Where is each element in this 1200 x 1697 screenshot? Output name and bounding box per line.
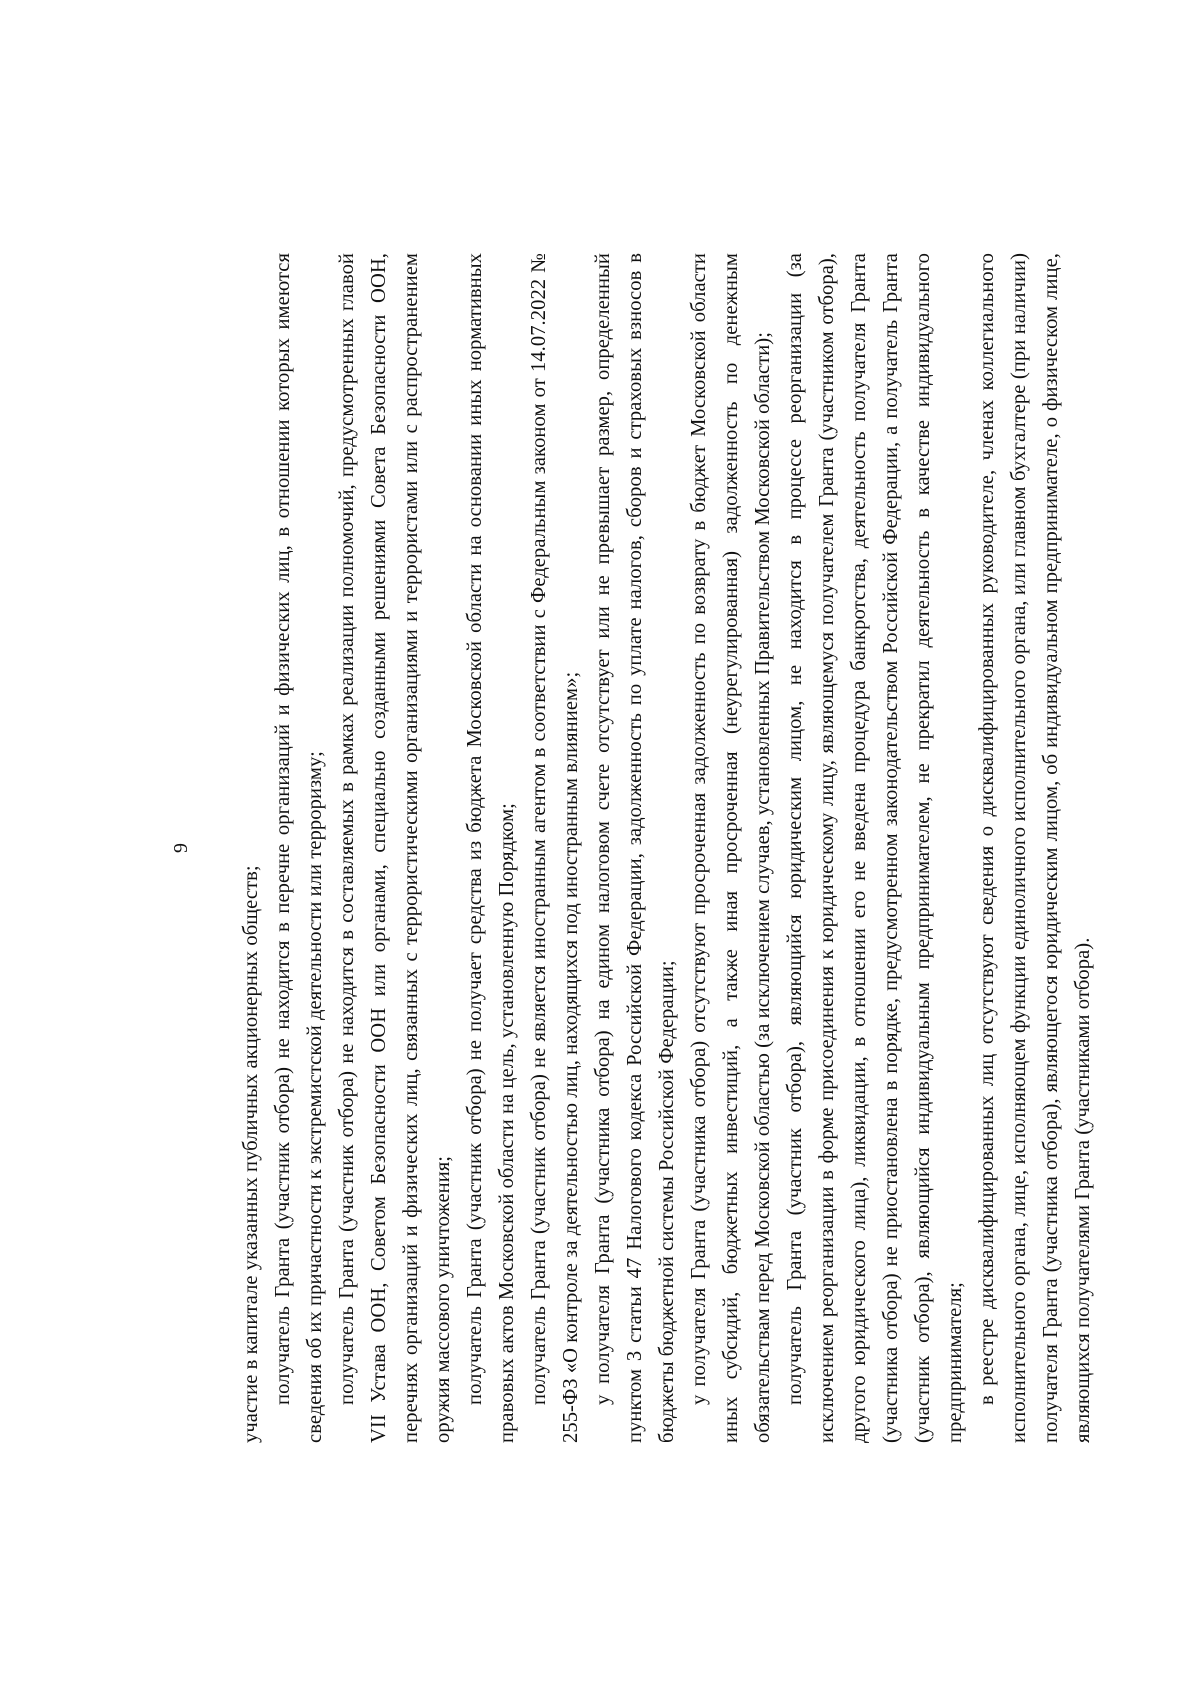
paragraph-disqualified-registry: в реестре дисквалифицированных лиц отсутствуют сведения о дисквалифицированных руководителе, членах коллегиального исполнительного органа, лице, исполняющем функции единоличного исполнительного органа, или главном бухгалтере (при наличии) получателя Гранта (участника отбора), являющегося юридическим лицом, об индивидуальном предпринимателе, о физическом лице, являющихся получателями Гранта (участниками отбора).	[976, 253, 1094, 1443]
page-number: 9	[170, 843, 192, 853]
paragraph-overdue-debt: у получателя Гранта (участника отбора) отсутствуют просроченная задолженность по возврату в бюджет Московской области иных субсидий, бюджетных инвестиций, а также иная просроченная (неурегулированная) задолженность по денежным обязательствам перед Московской областью (за исключением случаев, установленных Правительством Московской области);	[688, 253, 774, 1443]
paragraph-un-sanctions: получатель Гранта (участник отбора) не находится в составляемых в рамках реализации полномочий, предусмотренных главой VII Устава ООН, Советом Безопасности ООН или органами, специально созданными решениями Совета Безопасности ООН, перечнях организаций и физических лиц, связанных с террористическими организациями и террористами или с распространением оружия массового уничтожения;	[336, 253, 454, 1443]
paragraph-foreign-agent: получатель Гранта (участник отбора) не является иностранным агентом в соответствии с Федеральным законом от 14.07.2022 № 255-ФЗ «О контроле за деятельностью лиц, находящихся под иностранным влиянием»;	[528, 253, 582, 1443]
document-body	[235, 253, 1099, 1443]
paragraph-extremism-list: получатель Гранта (участник отбора) не находится в перечне организаций и физических лиц, в отношении которых имеются сведения об их причастности к экстремистской деятельности или терроризму;	[272, 253, 326, 1443]
paragraph-reorganization: получатель Гранта (участник отбора), являющийся юридическим лицом, не находится в процессе реорганизации (за исключением реорганизации в форме присоединения к юридическому лицу, являющемуся получателем Гранта (участником отбора), другого юридического лица), ликвидации, в отношении его не введена процедура банкротства, деятельность получателя Гранта (участника отбора) не приостановлена в порядке, предусмотренном законодательством Российской Федерации, а получатель Гранта (участник отбора), являющийся индивидуальным предпринимателем, не прекратил деятельность в качестве индивидуального предпринимателя;	[784, 253, 966, 1443]
paragraph-continuation: участие в капитале указанных публичных акционерных обществ;	[240, 865, 262, 1443]
paragraph-budget-funds: получатель Гранта (участник отбора) не получает средства из бюджета Московской области на основании иных нормативных правовых актов Московской области на цель, установленную Порядком;	[464, 253, 518, 1443]
rotated-page-content	[150, 128, 1094, 1568]
paragraph-tax-debt: у получателя Гранта (участника отбора) на едином налоговом счете отсутствует или не превышает размер, определенный пунктом 3 статьи 47 Налогового кодекса Российской Федерации, задолженность по уплате налогов, сборов и страховых взносов в бюджеты бюджетной системы Российской Федерации;	[592, 253, 678, 1443]
